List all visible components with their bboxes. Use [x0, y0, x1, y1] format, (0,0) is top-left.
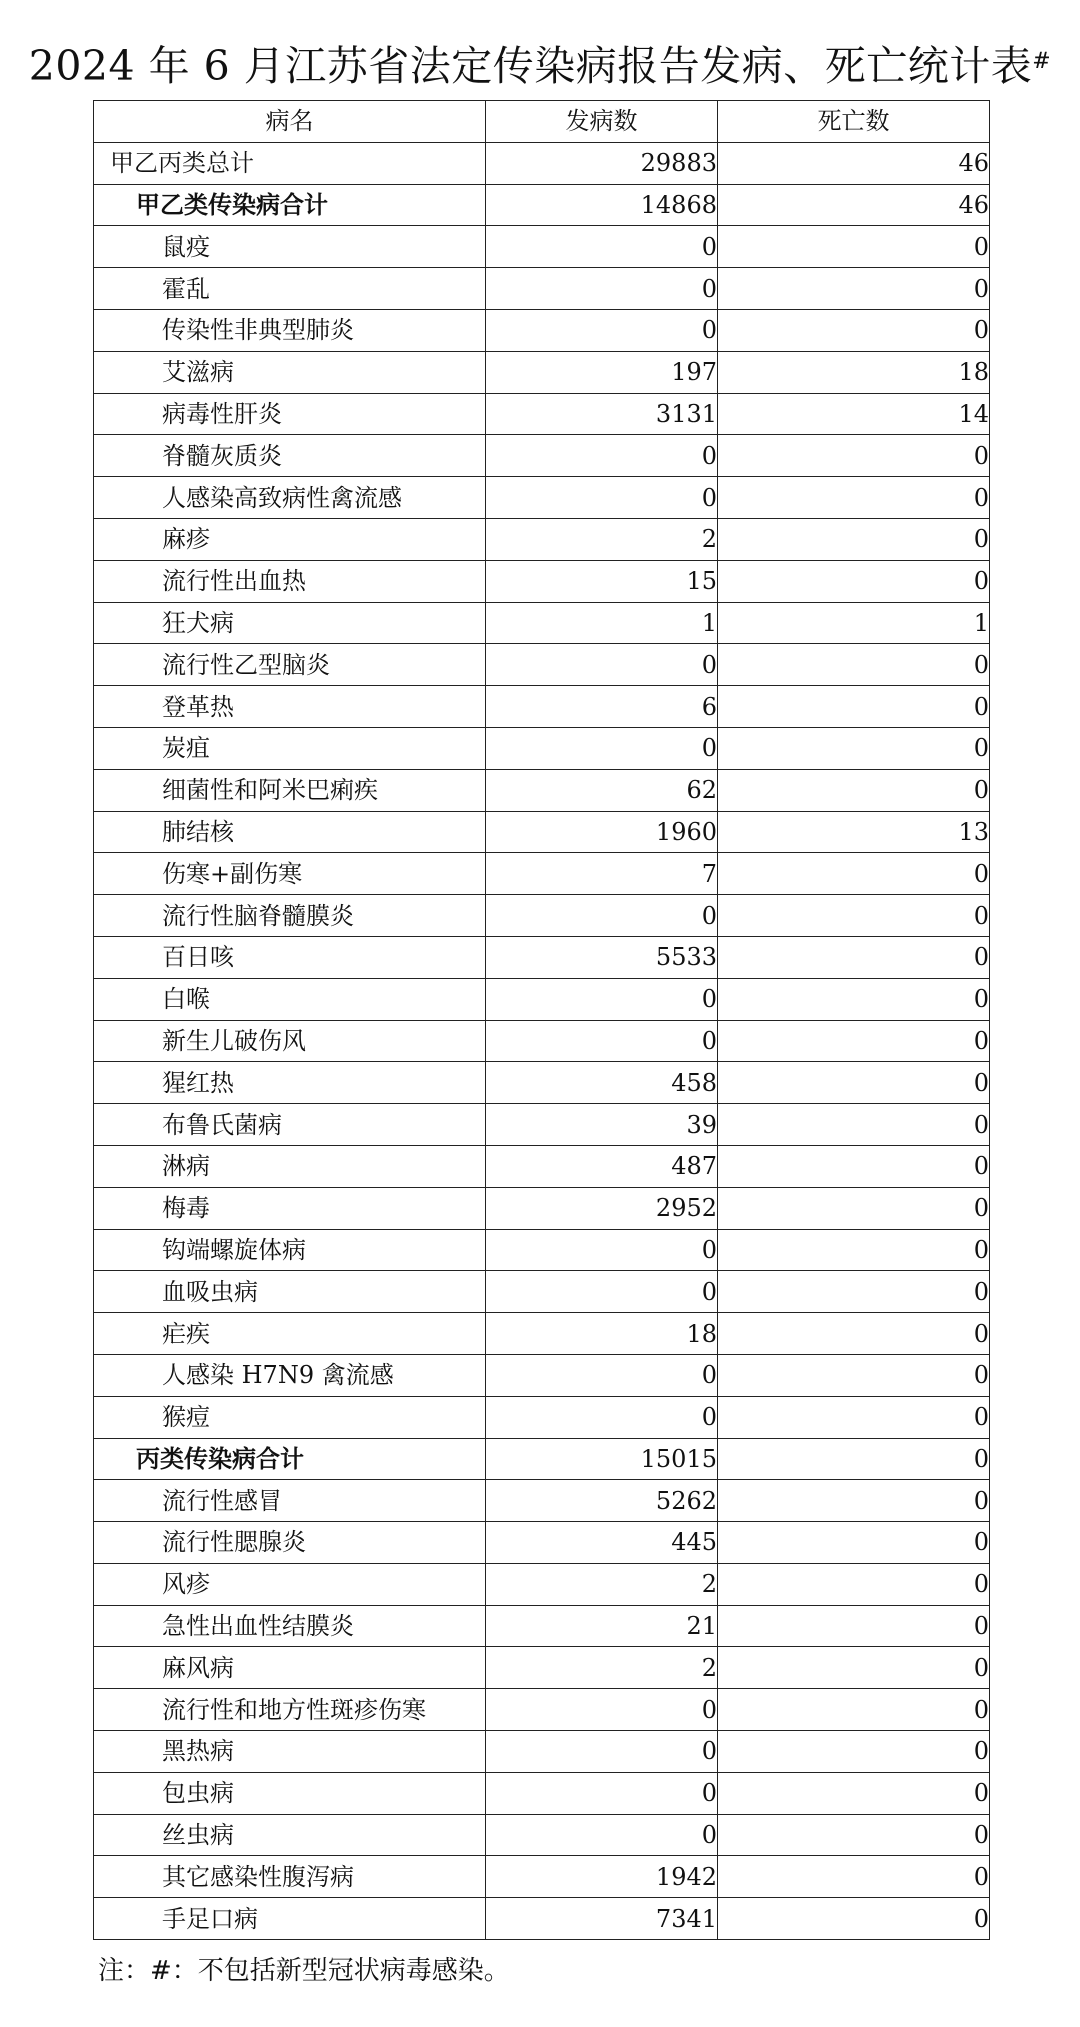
- header-cases: 发病数: [486, 101, 718, 143]
- table-row: [94, 1229, 990, 1271]
- page-title: [0, 36, 1080, 96]
- cases-cell: 458: [486, 1062, 718, 1104]
- title-text: 2024 年 6 月江苏省法定传染病报告发病、死亡统计表: [28, 42, 1033, 90]
- disease-name-cell: 猴痘: [94, 1396, 486, 1438]
- deaths-cell: 0: [718, 1772, 990, 1814]
- table-row: [94, 811, 990, 853]
- table-row: [94, 351, 990, 393]
- deaths-cell: 0: [718, 1020, 990, 1062]
- table-row: [94, 1480, 990, 1522]
- disease-name-cell: 炭疽: [94, 727, 486, 769]
- deaths-cell: 0: [718, 727, 990, 769]
- disease-name-cell: 黑热病: [94, 1731, 486, 1773]
- disease-name-cell: 甲乙类传染病合计: [94, 184, 486, 226]
- table-row: [94, 1563, 990, 1605]
- table-row: [94, 309, 990, 351]
- disease-name-cell: 流行性出血热: [94, 560, 486, 602]
- table-row: [94, 1898, 990, 1940]
- deaths-cell: 18: [718, 351, 990, 393]
- table-row: [94, 1814, 990, 1856]
- disease-name-cell: 淋病: [94, 1145, 486, 1187]
- cases-cell: 2: [486, 518, 718, 560]
- cases-cell: 0: [486, 1731, 718, 1773]
- disease-name-cell: 白喉: [94, 978, 486, 1020]
- deaths-cell: 0: [718, 1731, 990, 1773]
- header-deaths: 死亡数: [718, 101, 990, 143]
- disease-name-cell: 肺结核: [94, 811, 486, 853]
- cases-cell: 0: [486, 1689, 718, 1731]
- deaths-cell: 0: [718, 1438, 990, 1480]
- table-body: [94, 142, 990, 1939]
- disease-name-cell: 流行性和地方性斑疹伤寒: [94, 1689, 486, 1731]
- disease-name-cell: 麻疹: [94, 518, 486, 560]
- disease-name-cell: 流行性腮腺炎: [94, 1522, 486, 1564]
- cases-cell: 1960: [486, 811, 718, 853]
- deaths-cell: 0: [718, 1814, 990, 1856]
- cases-cell: 62: [486, 769, 718, 811]
- deaths-cell: 0: [718, 560, 990, 602]
- deaths-cell: 0: [718, 1396, 990, 1438]
- statistics-table: [93, 100, 990, 1940]
- table-row: [94, 1772, 990, 1814]
- cases-cell: 14868: [486, 184, 718, 226]
- disease-name-cell: 登革热: [94, 686, 486, 728]
- deaths-cell: 0: [718, 978, 990, 1020]
- disease-name-cell: 丙类传染病合计: [94, 1438, 486, 1480]
- disease-name-cell: 新生儿破伤风: [94, 1020, 486, 1062]
- table-row: [94, 1438, 990, 1480]
- disease-name-cell: 手足口病: [94, 1898, 486, 1940]
- cases-cell: 0: [486, 477, 718, 519]
- disease-name-cell: 风疹: [94, 1563, 486, 1605]
- deaths-cell: 0: [718, 1480, 990, 1522]
- table-row: [94, 1187, 990, 1229]
- disease-name-cell: 百日咳: [94, 936, 486, 978]
- cases-cell: 0: [486, 978, 718, 1020]
- table-row: [94, 560, 990, 602]
- table-row: [94, 895, 990, 937]
- deaths-cell: 0: [718, 1605, 990, 1647]
- deaths-cell: 0: [718, 1354, 990, 1396]
- table-row: [94, 686, 990, 728]
- disease-name-cell: 病毒性肝炎: [94, 393, 486, 435]
- table-row: [94, 1689, 990, 1731]
- cases-cell: 0: [486, 1396, 718, 1438]
- cases-cell: 15: [486, 560, 718, 602]
- disease-name-cell: 流行性脑脊髓膜炎: [94, 895, 486, 937]
- deaths-cell: 0: [718, 1062, 990, 1104]
- table-row: [94, 1647, 990, 1689]
- cases-cell: 0: [486, 895, 718, 937]
- cases-cell: 197: [486, 351, 718, 393]
- deaths-cell: 0: [718, 1689, 990, 1731]
- table-row: [94, 1020, 990, 1062]
- deaths-cell: 0: [718, 268, 990, 310]
- disease-name-cell: 霍乱: [94, 268, 486, 310]
- table-row: [94, 1396, 990, 1438]
- table-row: [94, 226, 990, 268]
- disease-name-cell: 传染性非典型肺炎: [94, 309, 486, 351]
- cases-cell: 0: [486, 309, 718, 351]
- cases-cell: 39: [486, 1104, 718, 1146]
- cases-cell: 0: [486, 435, 718, 477]
- deaths-cell: 0: [718, 1187, 990, 1229]
- title-footnote-marker: #: [1032, 49, 1052, 74]
- table-row: [94, 1062, 990, 1104]
- deaths-cell: 0: [718, 1647, 990, 1689]
- deaths-cell: 0: [718, 1522, 990, 1564]
- disease-name-cell: 包虫病: [94, 1772, 486, 1814]
- disease-name-cell: 血吸虫病: [94, 1271, 486, 1313]
- deaths-cell: 14: [718, 393, 990, 435]
- cases-cell: 0: [486, 268, 718, 310]
- disease-name-cell: 人感染高致病性禽流感: [94, 477, 486, 519]
- cases-cell: 15015: [486, 1438, 718, 1480]
- deaths-cell: 0: [718, 1856, 990, 1898]
- cases-cell: 0: [486, 1772, 718, 1814]
- cases-cell: 0: [486, 1229, 718, 1271]
- deaths-cell: 0: [718, 936, 990, 978]
- deaths-cell: 0: [718, 686, 990, 728]
- disease-name-cell: 狂犬病: [94, 602, 486, 644]
- deaths-cell: 0: [718, 477, 990, 519]
- table-row: [94, 602, 990, 644]
- table-row: [94, 393, 990, 435]
- cases-cell: 7: [486, 853, 718, 895]
- cases-cell: 21: [486, 1605, 718, 1647]
- cases-cell: 7341: [486, 1898, 718, 1940]
- table-row: [94, 435, 990, 477]
- table-row: [94, 769, 990, 811]
- disease-name-cell: 其它感染性腹泻病: [94, 1856, 486, 1898]
- cases-cell: 2: [486, 1563, 718, 1605]
- deaths-cell: 0: [718, 435, 990, 477]
- table-row: [94, 853, 990, 895]
- cases-cell: 0: [486, 727, 718, 769]
- table-row: [94, 184, 990, 226]
- disease-name-cell: 疟疾: [94, 1313, 486, 1355]
- deaths-cell: 0: [718, 644, 990, 686]
- table-row: [94, 1145, 990, 1187]
- deaths-cell: 0: [718, 853, 990, 895]
- cases-cell: 2: [486, 1647, 718, 1689]
- table-row: [94, 268, 990, 310]
- disease-name-cell: 布鲁氏菌病: [94, 1104, 486, 1146]
- table-row: [94, 1605, 990, 1647]
- deaths-cell: 0: [718, 518, 990, 560]
- cases-cell: 29883: [486, 142, 718, 184]
- deaths-cell: 0: [718, 1104, 990, 1146]
- disease-name-cell: 流行性感冒: [94, 1480, 486, 1522]
- cases-cell: 0: [486, 1354, 718, 1396]
- deaths-cell: 0: [718, 1229, 990, 1271]
- cases-cell: 0: [486, 1814, 718, 1856]
- table-row: [94, 727, 990, 769]
- deaths-cell: 0: [718, 1271, 990, 1313]
- table-row: [94, 1354, 990, 1396]
- table-header-row: [94, 101, 990, 143]
- table-row: [94, 1313, 990, 1355]
- table-row: [94, 518, 990, 560]
- deaths-cell: 0: [718, 1898, 990, 1940]
- disease-name-cell: 流行性乙型脑炎: [94, 644, 486, 686]
- cases-cell: 0: [486, 1020, 718, 1062]
- cases-cell: 2952: [486, 1187, 718, 1229]
- cases-cell: 445: [486, 1522, 718, 1564]
- cases-cell: 5533: [486, 936, 718, 978]
- table-row: [94, 1856, 990, 1898]
- table-row: [94, 1271, 990, 1313]
- header-disease-name: 病名: [94, 101, 486, 143]
- table-row: [94, 142, 990, 184]
- disease-name-cell: 艾滋病: [94, 351, 486, 393]
- disease-name-cell: 猩红热: [94, 1062, 486, 1104]
- cases-cell: 1: [486, 602, 718, 644]
- disease-name-cell: 丝虫病: [94, 1814, 486, 1856]
- disease-name-cell: 甲乙丙类总计: [94, 142, 486, 184]
- deaths-cell: 0: [718, 1313, 990, 1355]
- table-row: [94, 936, 990, 978]
- disease-name-cell: 钩端螺旋体病: [94, 1229, 486, 1271]
- disease-name-cell: 人感染 H7N9 禽流感: [94, 1354, 486, 1396]
- deaths-cell: 0: [718, 1145, 990, 1187]
- deaths-cell: 0: [718, 1563, 990, 1605]
- table-row: [94, 477, 990, 519]
- deaths-cell: 46: [718, 142, 990, 184]
- cases-cell: 3131: [486, 393, 718, 435]
- deaths-cell: 0: [718, 309, 990, 351]
- cases-cell: 0: [486, 1271, 718, 1313]
- cases-cell: 5262: [486, 1480, 718, 1522]
- disease-name-cell: 鼠疫: [94, 226, 486, 268]
- deaths-cell: 0: [718, 895, 990, 937]
- disease-name-cell: 伤寒+副伤寒: [94, 853, 486, 895]
- deaths-cell: 13: [718, 811, 990, 853]
- cases-cell: 6: [486, 686, 718, 728]
- table-row: [94, 978, 990, 1020]
- disease-name-cell: 细菌性和阿米巴痢疾: [94, 769, 486, 811]
- cases-cell: 487: [486, 1145, 718, 1187]
- disease-name-cell: 急性出血性结膜炎: [94, 1605, 486, 1647]
- footnote: 注：#：不包括新型冠状病毒感染。: [98, 1956, 510, 1986]
- disease-name-cell: 脊髓灰质炎: [94, 435, 486, 477]
- deaths-cell: 0: [718, 769, 990, 811]
- deaths-cell: 1: [718, 602, 990, 644]
- deaths-cell: 46: [718, 184, 990, 226]
- table-row: [94, 1731, 990, 1773]
- disease-name-cell: 麻风病: [94, 1647, 486, 1689]
- table-row: [94, 1104, 990, 1146]
- cases-cell: 0: [486, 226, 718, 268]
- deaths-cell: 0: [718, 226, 990, 268]
- cases-cell: 1942: [486, 1856, 718, 1898]
- disease-name-cell: 梅毒: [94, 1187, 486, 1229]
- cases-cell: 0: [486, 644, 718, 686]
- cases-cell: 18: [486, 1313, 718, 1355]
- table-row: [94, 644, 990, 686]
- table-row: [94, 1522, 990, 1564]
